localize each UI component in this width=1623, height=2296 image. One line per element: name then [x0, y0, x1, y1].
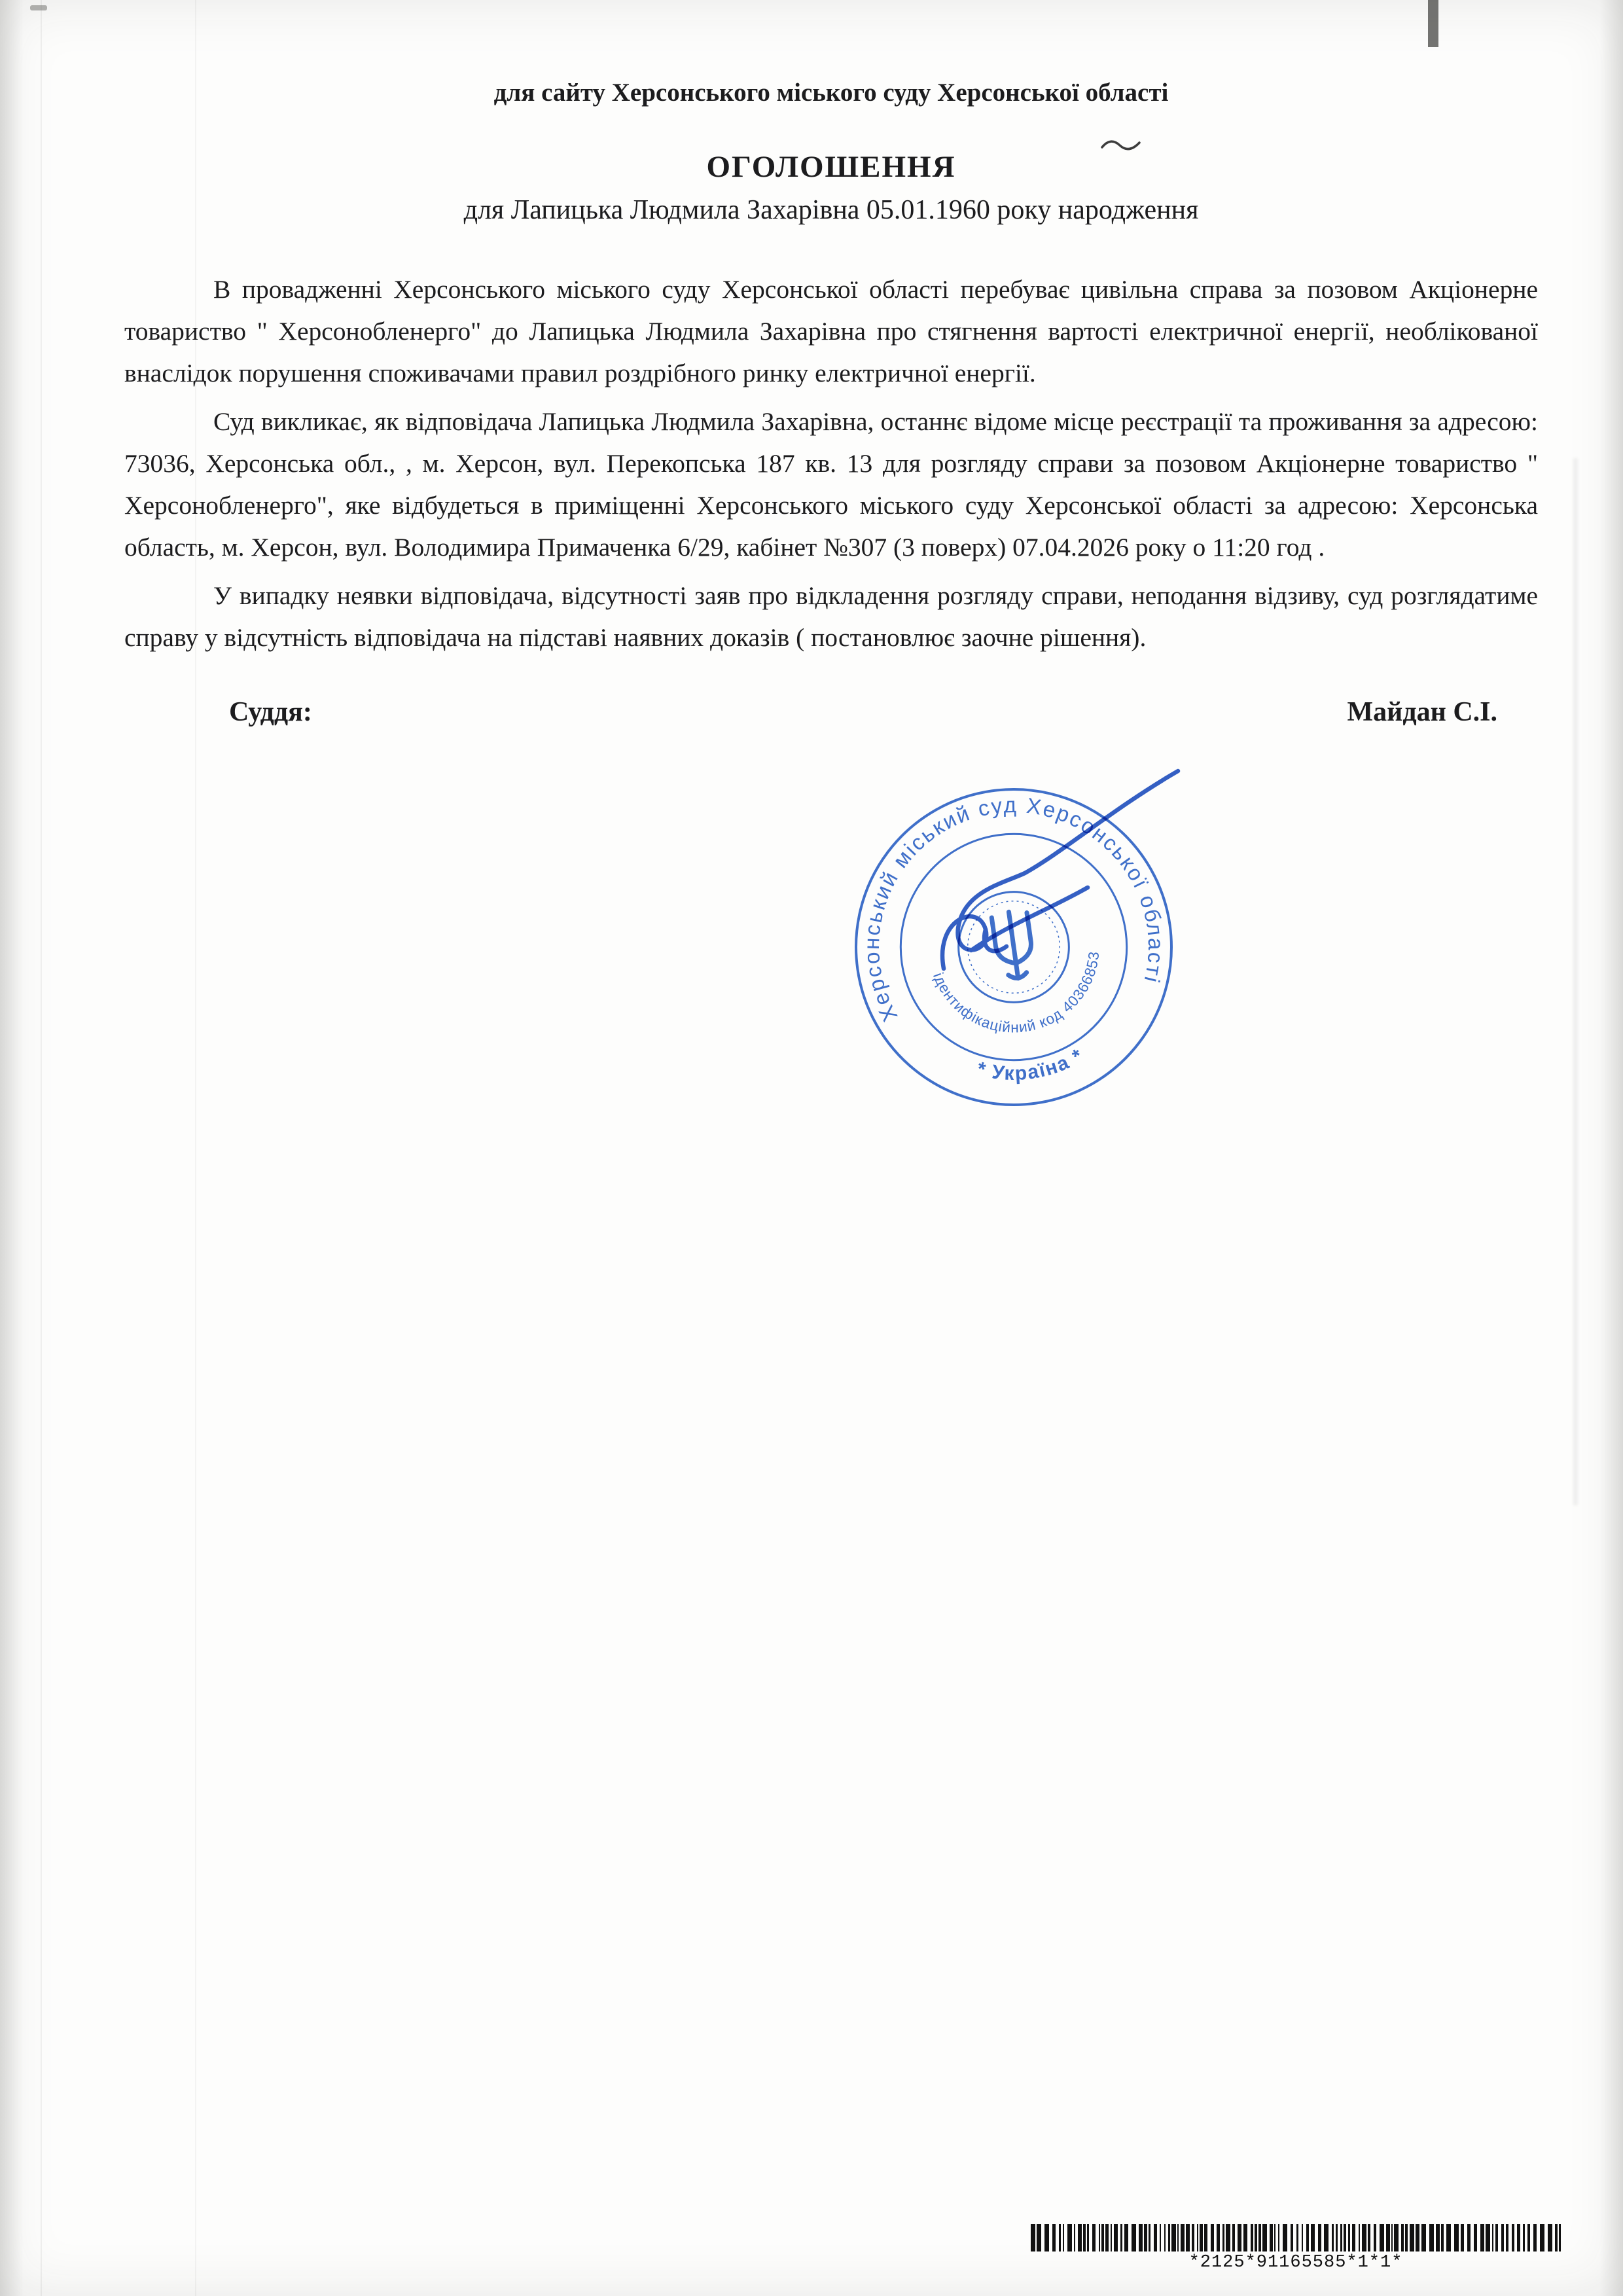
judge-handwritten-signature — [887, 753, 1215, 1001]
scan-artifact-vertical-line — [41, 0, 42, 2296]
document-body — [124, 268, 1538, 658]
stamp-id-code-text: ідентифікаційний код 40366853 — [929, 950, 1103, 1036]
document-title: ОГОЛОШЕННЯ — [706, 150, 956, 184]
paragraph-consequences: У випадку неявки відповідача, відсутності заяв про відкладення розгляду справи, неподання відзиву, суд розглядатиме справу у відсутність відповідача на підставі наявних доказів ( постановлює заочне рішення). — [124, 581, 1538, 652]
paragraph-case-description: В провадженні Херсонського міського суду Херсонської області перебуває цивільна справа за позовом Акціонерне товариство " Херсонобленерго" до Лапицька Людмила Захарівна про стягнення вартості електричної енергії, необлікованої внаслідок порушення споживачами правил роздрібного ринку електричної енергії. — [124, 275, 1538, 387]
svg-text:* Україна * — [972, 1043, 1089, 1091]
stamp-outer-text: Херсонський міський суд Херсонської області — [859, 793, 1168, 1026]
barcode-text: *2125*91165585*1*1* — [1188, 2253, 1403, 2272]
scan-artifact-left-band — [0, 0, 24, 2296]
document-header-line: для сайту Херсонського міського суду Херсонської області — [493, 79, 1169, 107]
barcode-bars — [1031, 2224, 1561, 2251]
scan-artifact-right-band — [1599, 0, 1623, 2296]
document-content — [124, 77, 1538, 728]
paragraph-summons: Суд викликає, як відповідача Лапицька Людмила Захарівна, останнє відоме місце реєстрації та проживання за адресою: 73036, Херсонська обл., , м. Херсон, вул. Перекопська 187 кв. 13 для розгляду справи за позовом Акціонерне товариство " Херсонобленерго", яке відбудеться в приміщенні Херсонського міського суду Херсонської області за адресою: Херсонська область, м. Херсон, вул. Володимира Примаченка 6/29, кабінет №307 (3 поверх) 07.04.2026 року о 11:20 год . — [124, 407, 1538, 562]
scan-artifact-top-right-mark — [1428, 0, 1438, 47]
document-subtitle: для Лапицька Людмила Захарівна 05.01.1960 року народження — [463, 195, 1199, 225]
judge-signature-row — [124, 696, 1538, 728]
judge-label: Суддя: — [229, 697, 312, 727]
scan-artifact-top-left-mark — [30, 5, 47, 10]
judge-name: Майдан С.І. — [1347, 697, 1497, 727]
barcode-block — [1031, 2224, 1561, 2272]
stamp-country-text: * Україна * — [974, 1044, 1088, 1085]
scan-artifact-streak — [1573, 458, 1578, 1505]
